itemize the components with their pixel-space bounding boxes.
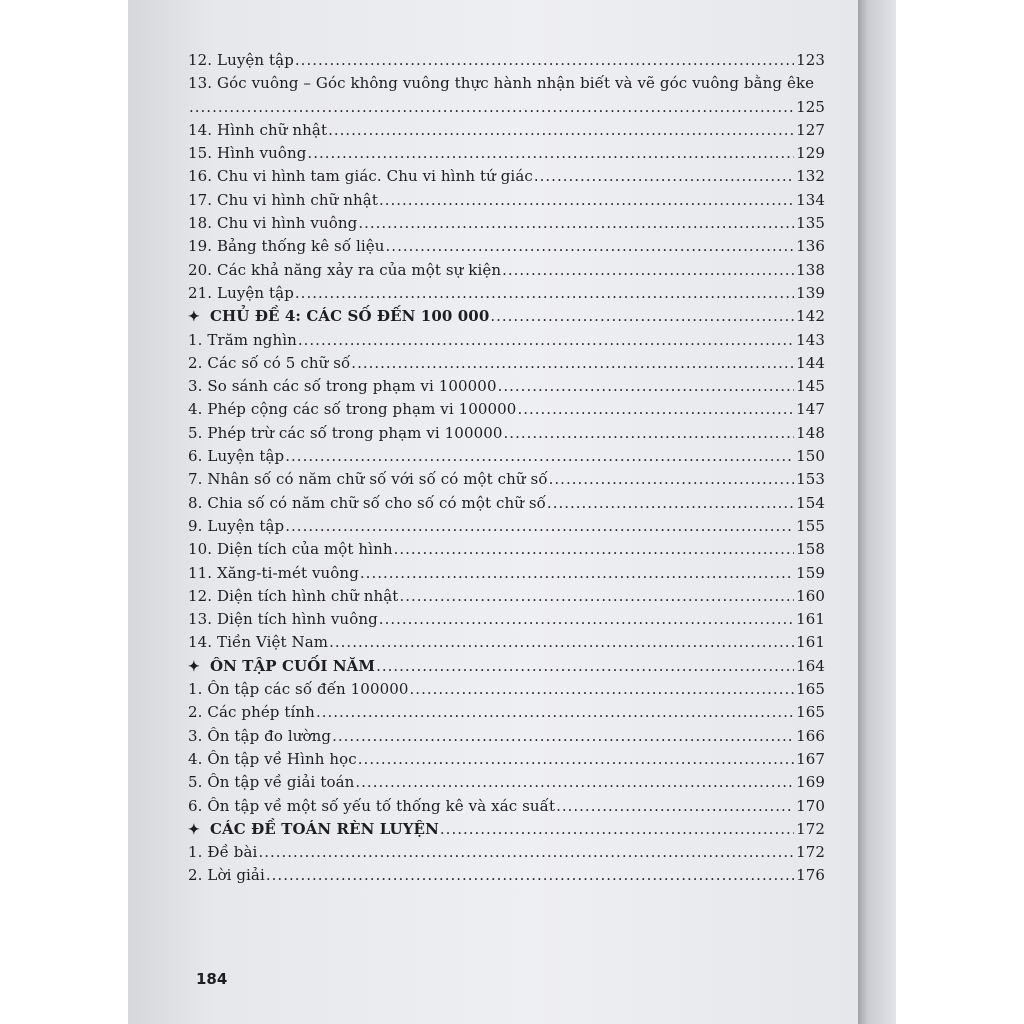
dot-leader <box>328 119 794 142</box>
dot-leader <box>440 818 794 841</box>
dot-leader <box>285 445 794 468</box>
toc-entry <box>188 678 825 701</box>
toc-entry-page: 123 <box>796 51 825 69</box>
dot-leader <box>307 142 794 165</box>
toc-entry <box>188 282 825 305</box>
toc-entry-title: 6. Ôn tập về một số yếu tố thống kê và xác suất <box>188 796 556 815</box>
toc-entry-page: 135 <box>796 214 825 233</box>
toc-entry <box>188 49 825 72</box>
dot-leader <box>189 96 794 119</box>
toc-entry-title: 3. So sánh các số trong phạm vi 100000 <box>188 377 497 396</box>
toc-entry <box>188 189 825 212</box>
toc-entry <box>188 841 825 864</box>
toc-entry-title: 13. Góc vuông – Góc không vuông thực hành nhận biết và vẽ góc vuông bằng êke <box>188 74 815 93</box>
toc-entry-page: 167 <box>796 749 825 768</box>
toc-entry <box>188 795 825 818</box>
toc-entry-page: 147 <box>796 400 825 419</box>
toc-entry-page: 172 <box>796 843 825 862</box>
toc-entry-title: 14. Tiền Việt Nam <box>188 633 329 652</box>
toc-entry-title: 7. Nhân số có năm chữ số với số có một chữ số <box>188 470 548 489</box>
toc-entry-title: 2. Lời giải <box>188 866 265 885</box>
dot-leader <box>379 608 794 631</box>
section-title: ÔN TẬP CUỐI NĂM <box>210 656 376 675</box>
toc-entry-title: 17. Chu vi hình chữ nhật <box>188 190 378 209</box>
toc-entry-page: 155 <box>796 516 825 535</box>
toc-entry <box>188 725 825 748</box>
toc-entry-title: 12. Diện tích hình chữ nhật <box>188 586 399 605</box>
dot-leader <box>295 49 794 72</box>
toc-entry <box>188 562 825 585</box>
dot-leader <box>329 631 794 654</box>
toc-entry-page: 144 <box>796 353 825 372</box>
toc-entry-title: 5. Ôn tập về giải toán <box>188 773 355 792</box>
toc-entry <box>188 631 825 654</box>
toc-entry-page: 134 <box>796 190 825 209</box>
toc-entry <box>188 538 825 561</box>
toc-entry <box>188 445 825 468</box>
toc-entry-title: 3. Ôn tập đo lường <box>188 726 332 745</box>
dot-leader <box>358 212 794 235</box>
section-star-icon: ✦ <box>188 309 200 326</box>
toc-entry-title: 10. Diện tích của một hình <box>188 540 393 559</box>
toc-entry-title: 2. Các số có 5 chữ số <box>188 353 351 372</box>
toc-entry <box>188 212 825 235</box>
toc-entry-title: 18. Chu vi hình vuông <box>188 214 358 233</box>
toc-entry-title: 2. Các phép tính <box>188 703 315 722</box>
toc-entry <box>188 771 825 794</box>
toc-entry <box>188 165 825 188</box>
dot-leader <box>410 678 795 701</box>
dot-leader <box>399 585 794 608</box>
dot-leader <box>517 398 794 421</box>
toc-entry-page: 176 <box>796 866 825 885</box>
toc-entry-title: 15. Hình vuông <box>188 144 307 163</box>
toc-entry-page: 164 <box>796 656 825 675</box>
dot-leader <box>534 165 794 188</box>
section-star-icon: ✦ <box>188 658 200 675</box>
toc-entry-page: 132 <box>796 167 825 186</box>
toc-section-heading <box>188 655 825 678</box>
dot-leader <box>386 235 795 258</box>
toc-entry-title: 20. Các khả năng xảy ra của một sự kiện <box>188 260 502 279</box>
toc-entry-title: 11. Xăng-ti-mét vuông <box>188 563 359 582</box>
toc-entry <box>188 329 825 352</box>
dot-leader <box>556 795 794 818</box>
dot-leader <box>266 864 794 887</box>
dot-leader <box>549 468 794 491</box>
dot-leader <box>298 329 794 352</box>
toc-entry <box>188 375 825 398</box>
toc-entry <box>188 515 825 538</box>
dot-leader <box>498 375 794 398</box>
toc-entry-page: 145 <box>796 377 825 396</box>
toc-entry-page: 127 <box>796 120 825 139</box>
toc-entry-title: 8. Chia số có năm chữ số cho số có một chữ số <box>188 493 546 512</box>
toc-entry-page: 161 <box>796 633 825 652</box>
dot-leader <box>490 305 794 328</box>
table-of-contents <box>188 49 825 888</box>
toc-entry-page: 139 <box>796 283 825 302</box>
toc-entry-page: 143 <box>796 330 825 349</box>
dot-leader <box>360 562 794 585</box>
dot-leader <box>351 352 794 375</box>
dot-leader <box>316 701 794 724</box>
toc-entry-title: 14. Hình chữ nhật <box>188 120 328 139</box>
toc-entry <box>188 748 825 771</box>
page-edge <box>858 0 896 1024</box>
toc-entry-page: 169 <box>796 773 825 792</box>
toc-entry <box>188 468 825 491</box>
toc-entry-page: 161 <box>796 610 825 629</box>
toc-entry <box>188 585 825 608</box>
toc-entry-page: 165 <box>796 703 825 722</box>
toc-entry-title: 1. Đề bài <box>188 843 258 862</box>
toc-section-heading <box>188 305 825 328</box>
toc-entry-page: 148 <box>796 423 825 442</box>
toc-entry-page: 129 <box>796 144 825 163</box>
dot-leader <box>332 725 794 748</box>
toc-entry-page: 159 <box>796 563 825 582</box>
toc-entry-title: 16. Chu vi hình tam giác. Chu vi hình tứ giác <box>188 167 533 186</box>
toc-entry <box>188 72 825 95</box>
toc-entry-title: 6. Luyện tập <box>188 447 285 466</box>
dot-leader <box>379 189 794 212</box>
toc-entry-page: 136 <box>796 237 825 256</box>
toc-entry-page: 153 <box>796 470 825 489</box>
toc-entry-title: 1. Ôn tập các số đến 100000 <box>188 680 409 699</box>
toc-entry-title: 5. Phép trừ các số trong phạm vi 100000 <box>188 423 503 442</box>
toc-entry-page: 170 <box>796 796 825 815</box>
toc-entry <box>188 235 825 258</box>
toc-entry-title: 4. Ôn tập về Hình học <box>188 749 357 768</box>
section-title: CHỦ ĐỀ 4: CÁC SỐ ĐẾN 100 000 <box>210 307 490 326</box>
toc-entry-page: 125 <box>796 97 825 116</box>
book-page <box>128 0 860 1024</box>
toc-entry <box>188 701 825 724</box>
dot-leader <box>358 748 794 771</box>
toc-section-heading <box>188 818 825 841</box>
toc-entry-page: 154 <box>796 493 825 512</box>
toc-entry-title: 12. Luyện tập <box>188 51 294 69</box>
toc-entry-continuation <box>188 96 825 119</box>
page-number: 184 <box>196 970 228 988</box>
toc-entry-page: 165 <box>796 680 825 699</box>
toc-entry-page: 142 <box>796 307 825 326</box>
section-title: CÁC ĐỀ TOÁN RÈN LUYỆN <box>210 819 439 838</box>
toc-entry-page: 172 <box>796 819 825 838</box>
toc-entry <box>188 142 825 165</box>
dot-leader <box>504 422 795 445</box>
toc-entry <box>188 608 825 631</box>
toc-entry <box>188 864 825 887</box>
dot-leader <box>547 492 794 515</box>
toc-entry-title: 19. Bảng thống kê số liệu <box>188 237 385 256</box>
toc-entry-title: 9. Luyện tập <box>188 516 285 535</box>
dot-leader <box>394 538 794 561</box>
toc-entry-page: 138 <box>796 260 825 279</box>
toc-entry-title: 21. Luyện tập <box>188 283 294 302</box>
toc-entry-page: 166 <box>796 726 825 745</box>
toc-entry-title: 4. Phép cộng các số trong phạm vi 100000 <box>188 400 517 419</box>
toc-entry-page: 150 <box>796 447 825 466</box>
toc-entry <box>188 352 825 375</box>
dot-leader <box>376 655 794 678</box>
dot-leader <box>285 515 794 538</box>
toc-entry <box>188 119 825 142</box>
dot-leader <box>355 771 794 794</box>
toc-entry-page: 158 <box>796 540 825 559</box>
toc-entry-title: 1. Trăm nghìn <box>188 330 297 349</box>
toc-entry <box>188 259 825 282</box>
section-star-icon: ✦ <box>188 821 200 838</box>
dot-leader <box>258 841 794 864</box>
toc-entry <box>188 422 825 445</box>
toc-entry-title: 13. Diện tích hình vuông <box>188 610 378 629</box>
toc-entry <box>188 398 825 421</box>
dot-leader <box>502 259 794 282</box>
toc-entry <box>188 492 825 515</box>
toc-entry-page: 160 <box>796 586 825 605</box>
dot-leader <box>295 282 794 305</box>
